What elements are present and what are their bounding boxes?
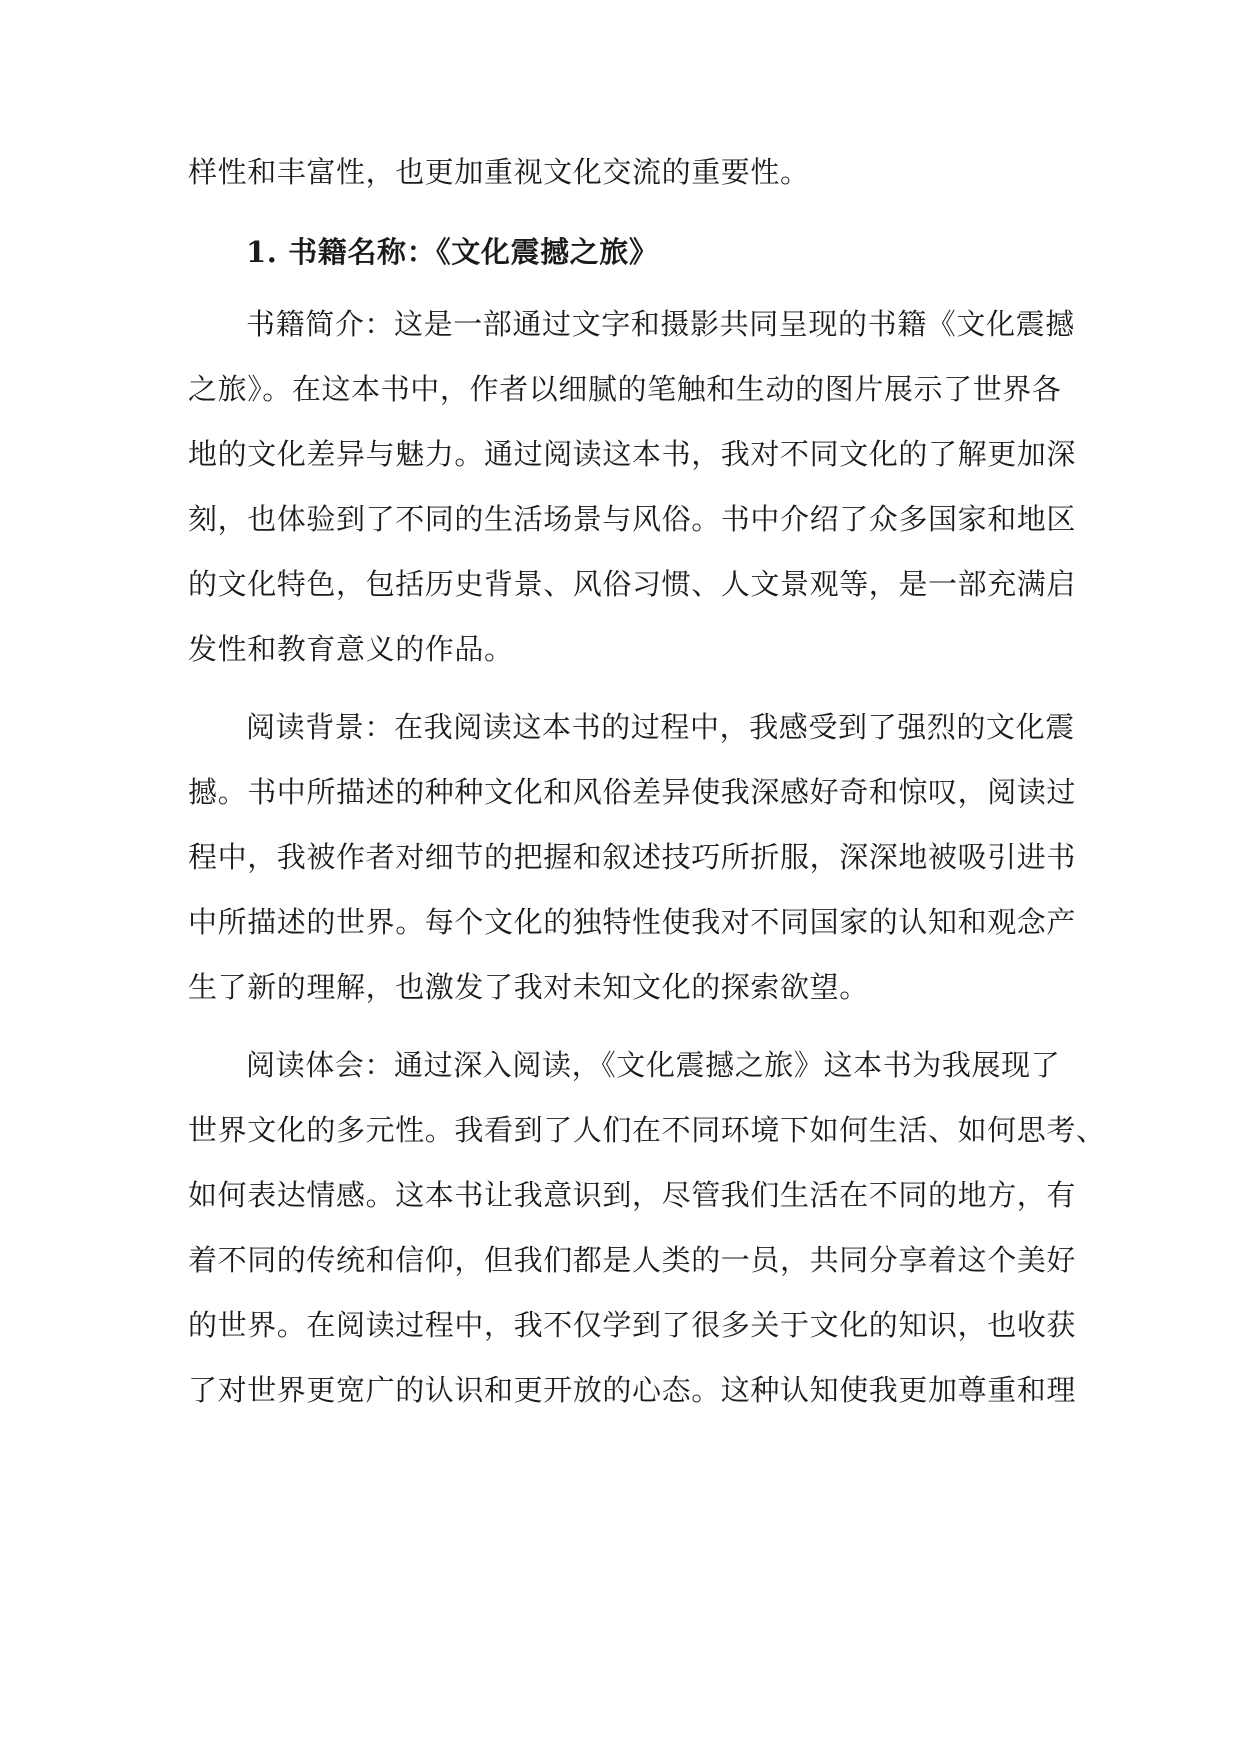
paragraph-line: 的世界。在阅读过程中，我不仅学到了很多关于文化的知识，也收获 bbox=[188, 1308, 1077, 1342]
paragraph-line: 世界文化的多元性。我看到了人们在不同环境下如何生活、如何思考、 bbox=[188, 1113, 1106, 1147]
paragraph-line: 中所描述的世界。每个文化的独特性使我对不同国家的认知和观念产 bbox=[188, 905, 1077, 939]
paragraph-line: 发性和教育意义的作品。 bbox=[188, 632, 514, 666]
paragraph-line: 程中，我被作者对细节的把握和叙述技巧所折服，深深地被吸引进书 bbox=[188, 840, 1077, 874]
section-heading: 1. 书籍名称：《文化震撼之旅》 bbox=[246, 235, 659, 269]
paragraph-line: 书籍简介：这是一部通过文字和摄影共同呈现的书籍《文化震撼 bbox=[246, 307, 1075, 341]
paragraph-line: 阅读体会：通过深入阅读，《文化震撼之旅》这本书为我展现了 bbox=[246, 1048, 1061, 1082]
paragraph-line: 撼。书中所描述的种种文化和风俗差异使我深感好奇和惊叹，阅读过 bbox=[188, 775, 1077, 809]
paragraph-line: 之旅》。在这本书中，作者以细腻的笔触和生动的图片展示了世界各 bbox=[188, 372, 1062, 406]
text-line: 样性和丰富性，也更加重视文化交流的重要性。 bbox=[188, 155, 810, 189]
paragraph-line: 如何表达情感。这本书让我意识到，尽管我们生活在不同的地方，有 bbox=[188, 1178, 1077, 1212]
paragraph-line: 了对世界更宽广的认识和更开放的心态。这种认知使我更加尊重和理 bbox=[188, 1373, 1077, 1407]
paragraph-line: 阅读背景：在我阅读这本书的过程中，我感受到了强烈的文化震 bbox=[246, 710, 1075, 744]
paragraph-line: 刻，也体验到了不同的生活场景与风俗。书中介绍了众多国家和地区 bbox=[188, 502, 1077, 536]
paragraph-line: 的文化特色，包括历史背景、风俗习惯、人文景观等，是一部充满启 bbox=[188, 567, 1077, 601]
paragraph-line: 地的文化差异与魅力。通过阅读这本书，我对不同文化的了解更加深 bbox=[188, 437, 1077, 471]
paragraph-line: 着不同的传统和信仰，但我们都是人类的一员，共同分享着这个美好 bbox=[188, 1243, 1077, 1277]
paragraph-line: 生了新的理解，也激发了我对未知文化的探索欲望。 bbox=[188, 970, 869, 1004]
